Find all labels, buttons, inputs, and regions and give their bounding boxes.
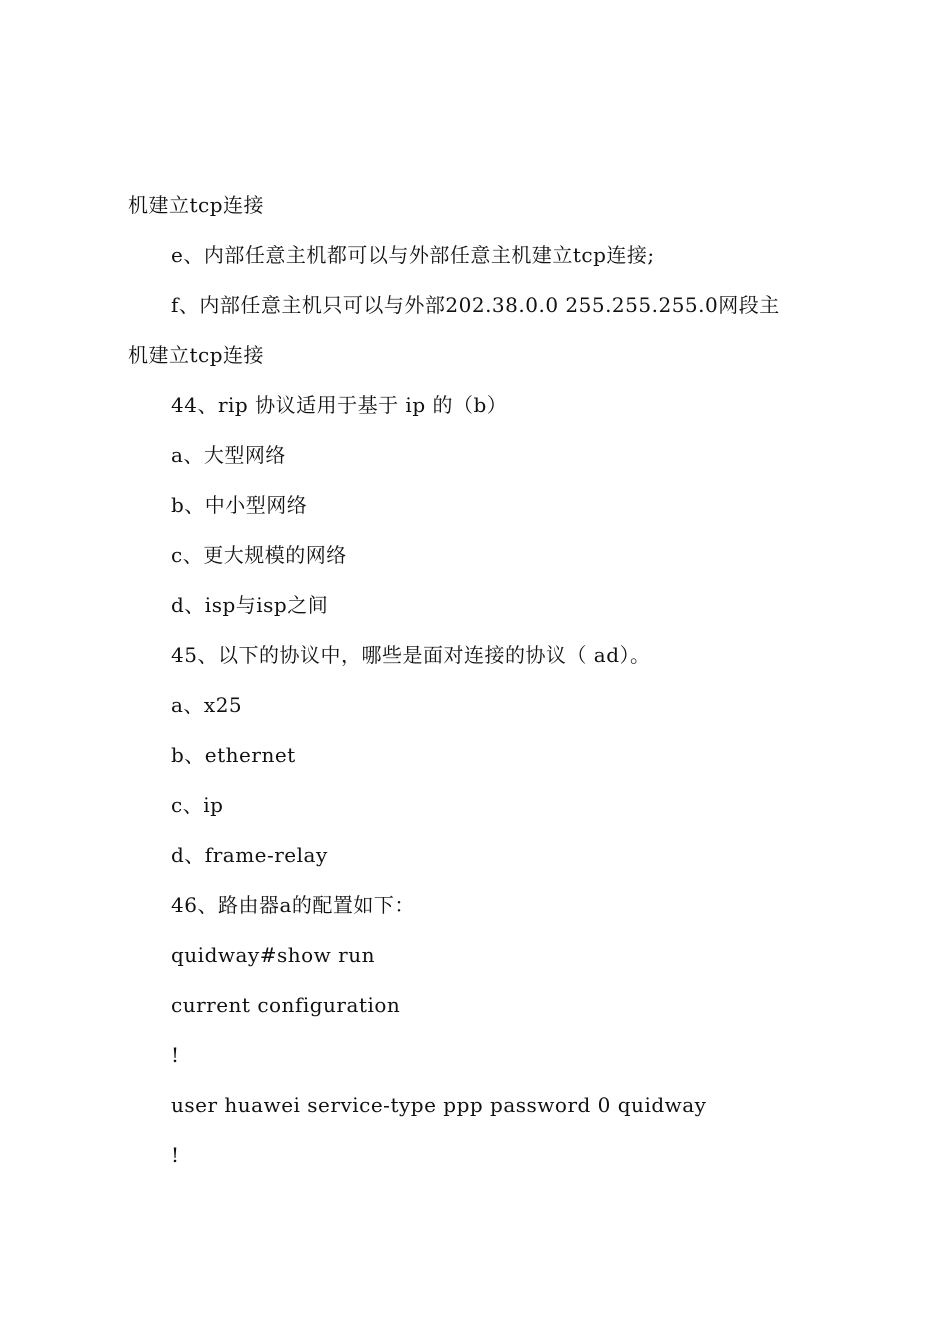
question-46: 46、路由器a的配置如下： [171,893,415,917]
option-d: d、isp与isp之间 [171,593,329,617]
option-b: b、ethernet [171,743,296,767]
question-44: 44、rip 协议适用于基于 ip 的（b） [171,393,508,417]
text-line: e、内部任意主机都可以与外部任意主机建立tcp连接; [171,243,655,267]
text-line: 机建立tcp连接 [128,193,265,217]
option-a: a、x25 [171,693,243,717]
option-a: a、大型网络 [171,443,286,467]
option-c: c、更大规模的网络 [171,543,347,567]
config-line: user huawei service-type ppp password 0 quidway [171,1093,707,1117]
question-45: 45、以下的协议中，哪些是面对连接的协议（ ad）。 [171,643,651,667]
text-line: f、内部任意主机只可以与外部202.38.0.0 255.255.255.0网段主 [171,293,780,317]
option-c: c、ip [171,793,224,817]
config-line: ! [171,1043,180,1067]
config-line: current configuration [171,993,401,1017]
config-line: quidway#show run [171,943,375,967]
text-line: 机建立tcp连接 [128,343,265,367]
config-line: ! [171,1143,180,1167]
option-b: b、中小型网络 [171,493,308,517]
option-d: d、frame-relay [171,843,328,867]
